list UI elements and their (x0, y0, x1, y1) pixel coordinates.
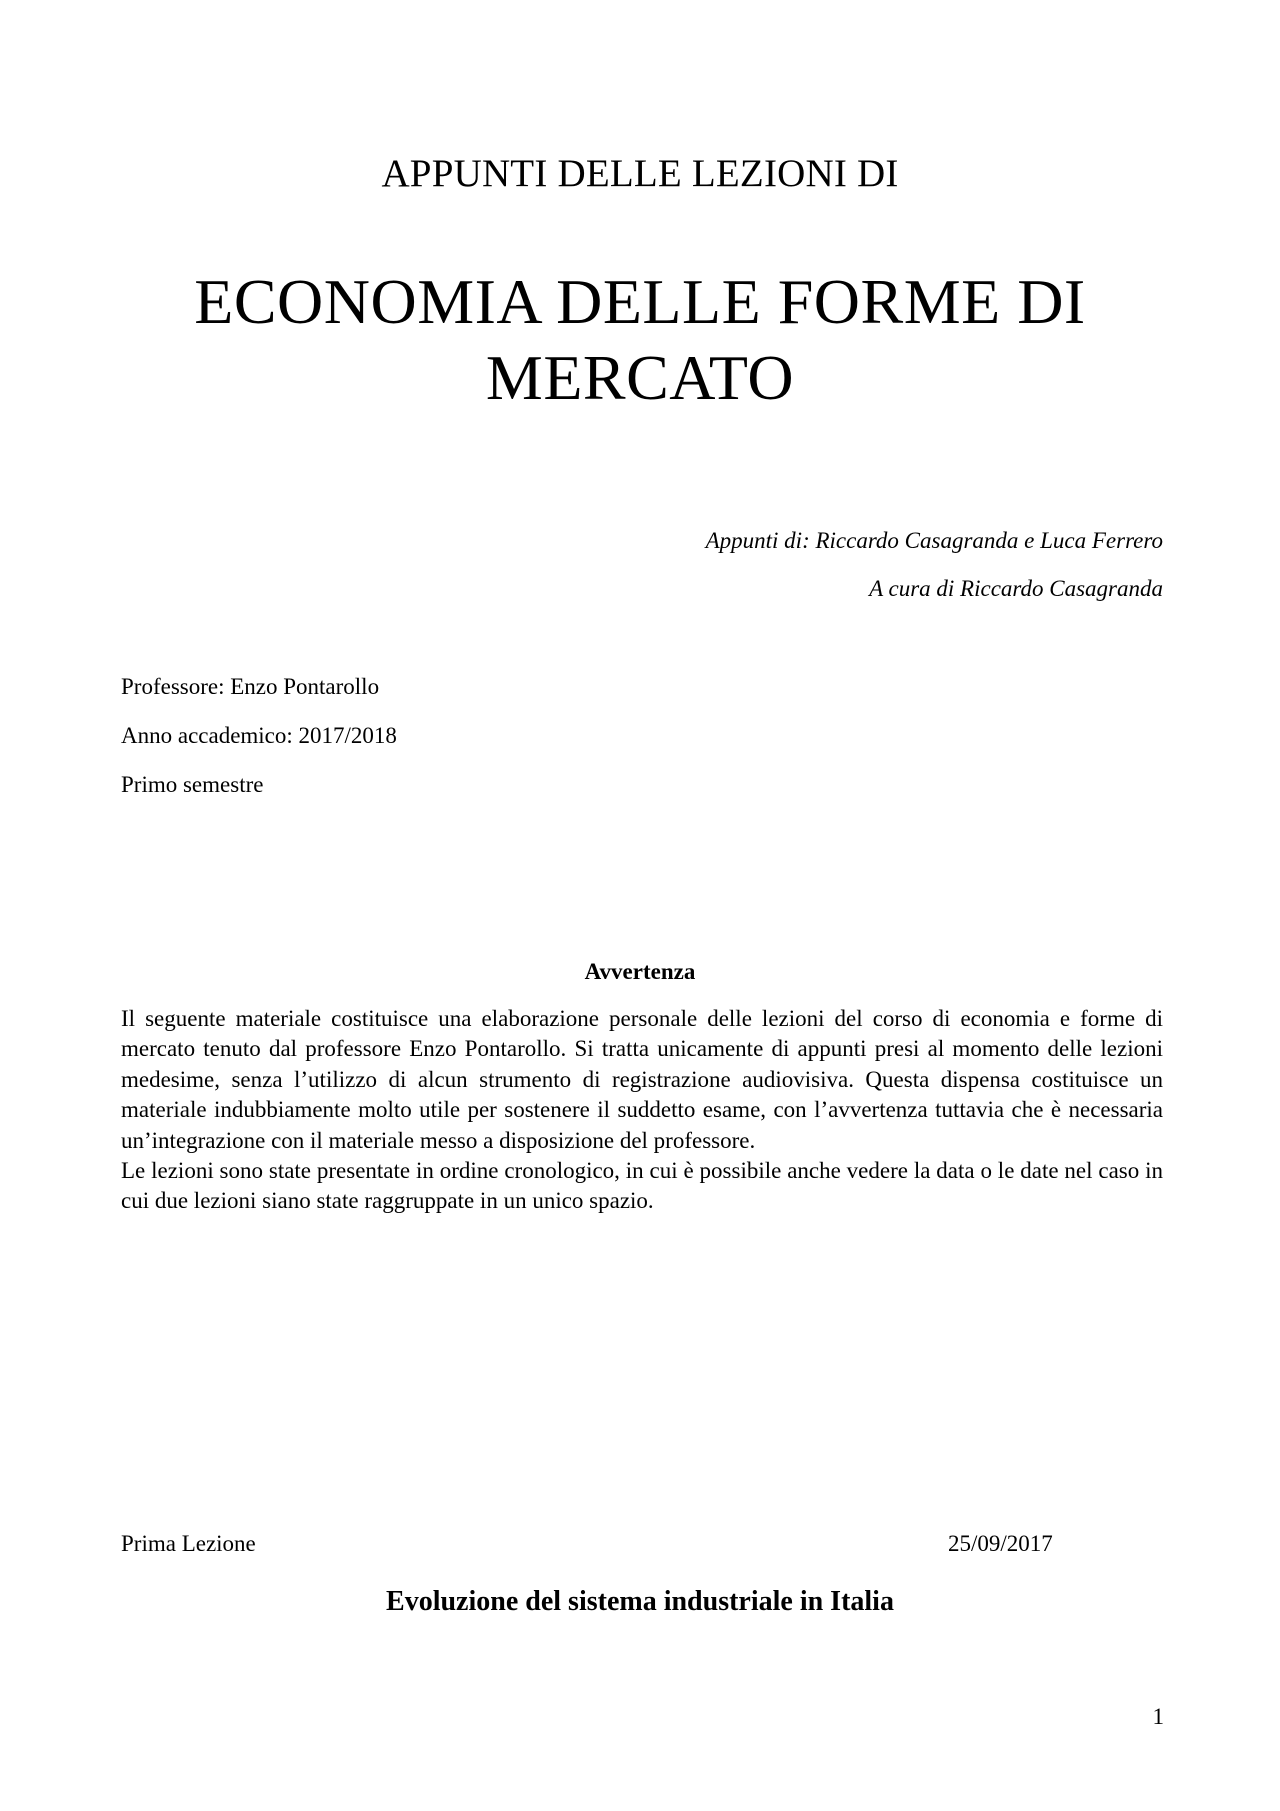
page-number: 1 (1152, 1704, 1164, 1729)
lesson-date: 25/09/2017 (948, 1531, 1053, 1556)
warning-heading: Avvertenza (584, 959, 696, 984)
warning-paragraph-1: Il seguente materiale costituisce una elaborazione personale delle lezioni del corso di economia e forme di mercato tenuto dal professore Enzo Pontarollo. Si tratta unicamente di appunti presi al momento delle lezioni medesime, senza l’utilizzo di alcun strumento di registrazione audiovisiva. Questa dispensa costituisce un materiale indubbiamente molto utile per sostenere il suddetto esame, con l’avvertenza tuttavia che è necessaria un’integrazione con il materiale messo a disposizione del professore. (121, 1006, 1163, 1153)
credits-block (0, 527, 1163, 623)
warning-paragraph-2: Le lezioni sono state presentate in ordine cronologico, in cui è possibile anche vedere la data o le date nel caso in cui due lezioni siano state raggruppate in un unico spazio. (121, 1158, 1163, 1214)
title-line-1: ECONOMIA DELLE FORME DI (194, 266, 1086, 337)
professor-line: Professore: Enzo Pontarollo (121, 674, 380, 699)
academic-year-line: Anno accademico: 2017/2018 (121, 723, 397, 748)
lesson-title: Evoluzione del sistema industriale in Italia (386, 1586, 894, 1617)
course-info (121, 673, 397, 820)
semester-line: Primo semestre (121, 772, 264, 797)
warning-body (121, 1004, 1163, 1217)
pre-title: APPUNTI DELLE LEZIONI DI (381, 152, 899, 195)
lesson-label: Prima Lezione (121, 1531, 256, 1556)
credits-editor: A cura di Riccardo Casagranda (869, 576, 1163, 601)
document-title (0, 264, 1280, 416)
credits-authors: Appunti di: Riccardo Casagranda e Luca Ferrero (705, 528, 1163, 553)
title-line-2: MERCATO (485, 342, 795, 413)
